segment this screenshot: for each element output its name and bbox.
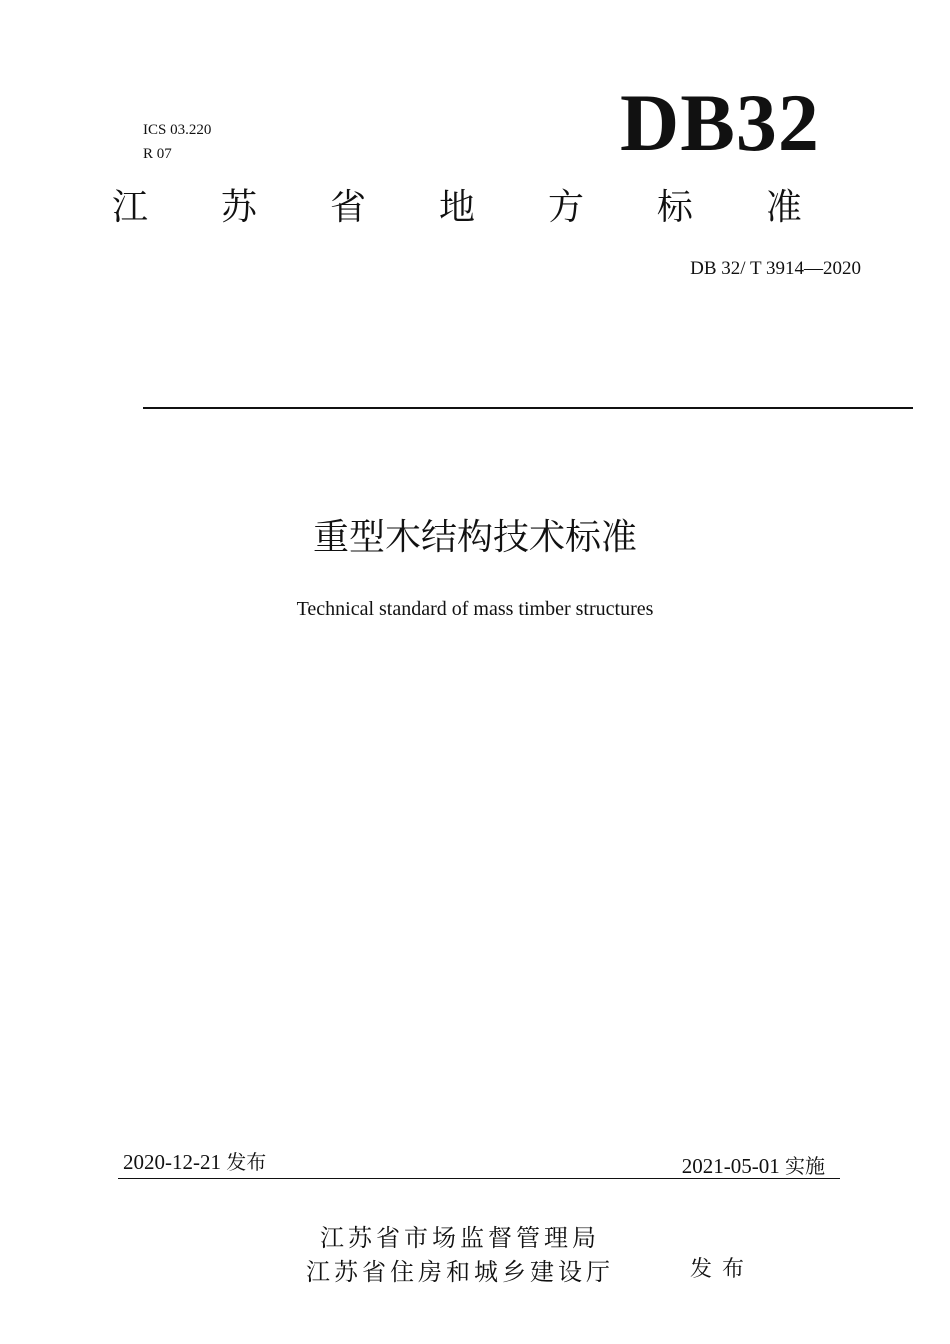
title-char: 标 — [656, 187, 693, 228]
ics-code: ICS 03.220 — [143, 122, 212, 138]
document-title-en: Technical standard of mass timber structures — [296, 598, 654, 620]
issue-date-line — [123, 1146, 266, 1175]
class-code: R 07 — [143, 146, 172, 162]
issuer-market-supervision: 江苏省市场监督管理局 — [320, 1224, 600, 1252]
top-divider — [143, 407, 913, 409]
implement-date-line — [682, 1150, 825, 1179]
province-standard-title — [112, 186, 802, 230]
classification-codes — [143, 118, 211, 166]
db32-logo: DB32 — [620, 77, 820, 168]
title-char: 准 — [765, 187, 802, 228]
publish-label: 发布 — [690, 1257, 755, 1282]
implement-date: 2021-05-01 — [681, 1154, 780, 1178]
issue-date: 2020-12-21 — [123, 1150, 221, 1174]
bottom-divider — [118, 1178, 840, 1179]
title-char: 地 — [438, 187, 475, 228]
title-char: 省 — [329, 187, 366, 228]
document-title-cn: 重型木结构技术标准 — [312, 517, 637, 558]
standard-number: DB 32/ T 3914—2020 — [690, 258, 861, 279]
implement-label: 实施 — [785, 1154, 825, 1178]
issue-label: 发布 — [226, 1150, 267, 1174]
issuer-housing-construction: 江苏省住房和城乡建设厅 — [306, 1258, 614, 1286]
title-char: 苏 — [220, 187, 257, 228]
title-char: 江 — [112, 187, 149, 228]
title-char: 方 — [547, 187, 584, 228]
